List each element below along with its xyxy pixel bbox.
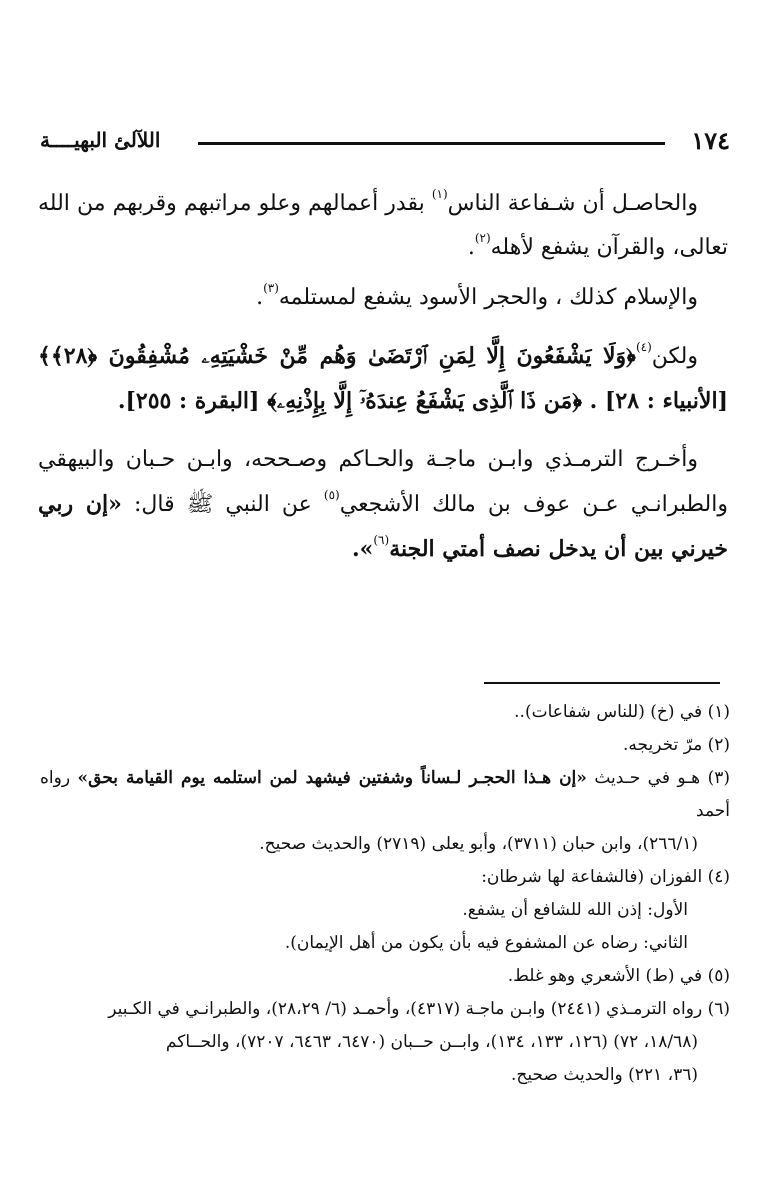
footnote-6-continuation-2: (٣٦، ٢٢١) والحديث صحيح. xyxy=(511,1065,698,1085)
footnote-4-second-condition: الثاني: رضاه عن المشفوع فيه بأن يكون من أهل الإيمان). xyxy=(284,933,688,953)
footnote-6: (٦) رواه الترمـذي (٢٤٤١) وابـن ماجـة (٤٣١٧)، وأحمـد (٦/ ٢٨،٢٩)، والطبرانـي في الكـبير xyxy=(108,999,730,1019)
footnote-ref-5: (٥) xyxy=(323,488,340,502)
footnote-4-first-condition: الأول: إذن الله للشافع أن يشفع. xyxy=(462,900,688,920)
footnote-3 xyxy=(40,762,730,828)
quran-verse-1: ﴿وَلَا يَشْفَعُونَ إِلَّا لِمَنِ ٱرْتَضَىٰ وَهُم مِّنْ خَشْيَتِهِۦ مُشْفِقُونَ ﴿٢٨﴾﴾ xyxy=(38,343,636,369)
paragraph-1 xyxy=(38,182,728,270)
quran-reference-2: [البقرة : ٢٥٥]. xyxy=(117,388,268,414)
paragraph-1-text-b: بقدر أعمالهم وعلو مراتبهم وقربهم من الله تعالى، والقرآن يشفع لأهله xyxy=(38,191,728,260)
quran-reference-1: [الأنبياء : ٢٨] . xyxy=(582,388,728,414)
footnote-ref-6: (٦) xyxy=(373,533,390,547)
main-text xyxy=(38,182,728,586)
paragraph-4 xyxy=(38,438,728,572)
quran-verse-2: ﴿مَن ذَا ٱلَّذِى يَشْفَعُ عِندَهُۥٓ إِلَّا بِإِذْنِهِۦ﴾ xyxy=(267,388,582,414)
paragraph-2-end: . xyxy=(256,285,264,310)
header-rule xyxy=(198,142,665,145)
footnote-4: (٤) الفوزان (فالشفاعة لها شرطان: xyxy=(481,867,730,887)
footnote-ref-3: (٣) xyxy=(263,281,279,295)
paragraph-3-text: ولكن xyxy=(651,344,698,369)
footnote-3-hadith: «إن هـذا الحجـر لـساناً وشفتين فيشهد لمن استلمه يوم القيامة بحق» xyxy=(77,768,587,788)
footnote-3-text-a: (٣) هـو في حـديث xyxy=(586,768,731,788)
paragraph-1-end: . xyxy=(467,235,475,260)
paragraph-4-text-b: عن النبي ﷺ قال: xyxy=(121,492,324,517)
footnote-3-text-b: رواه أحمد xyxy=(40,768,730,821)
paragraph-2 xyxy=(38,276,728,320)
paragraph-4-end: ». xyxy=(351,536,374,562)
footnotes xyxy=(40,696,730,1092)
paragraph-1-text-a: والحاصـل أن شـفاعة الناس xyxy=(447,191,698,216)
footnote-6-continuation-1: (١٨/٦٨، ٧٢) (١٢٦، ١٣٣، ١٣٤)، وابــن حــبان (٦٤٧٠، ٦٤٦٣، ٧٢٠٧)، والحــاكم xyxy=(165,1032,698,1052)
footnote-separator xyxy=(484,682,720,684)
paragraph-4-text-a: وأخـرج الترمـذي وابـن ماجـة والحـاكم وصـححه، وابـن حـبان والبيهقي والطبرانـي عـن عوف بن مالك الأشجعي xyxy=(38,447,728,517)
footnote-2: (٢) مرّ تخريجه. xyxy=(622,735,730,755)
running-title: اللآلئ البهيــــة xyxy=(40,128,161,152)
footnote-3-continuation: (٢٦٦/١)، وابن حبان (٣٧١١)، وأبو يعلى (٢٧١٩) والحديث صحيح. xyxy=(259,834,698,854)
paragraph-2-text: والإسلام كذلك ، والحجر الأسود يشفع لمستلمه xyxy=(278,285,698,310)
page-number: ١٧٤ xyxy=(691,126,730,155)
hadith-quote: «إن ربي خيرني بين أن يدخل نصف أمتي الجنة xyxy=(38,491,728,562)
footnote-1: (١) في (خ) (للناس شفاعات).. xyxy=(514,702,730,722)
footnote-ref-4: (٤) xyxy=(635,340,652,354)
footnote-5: (٥) في (ط) الأشعري وهو غلط. xyxy=(507,966,730,986)
footnote-ref-2: (٢) xyxy=(474,231,491,245)
page-header xyxy=(40,126,730,156)
footnote-ref-1: (١) xyxy=(431,187,448,201)
paragraph-3 xyxy=(38,334,728,424)
